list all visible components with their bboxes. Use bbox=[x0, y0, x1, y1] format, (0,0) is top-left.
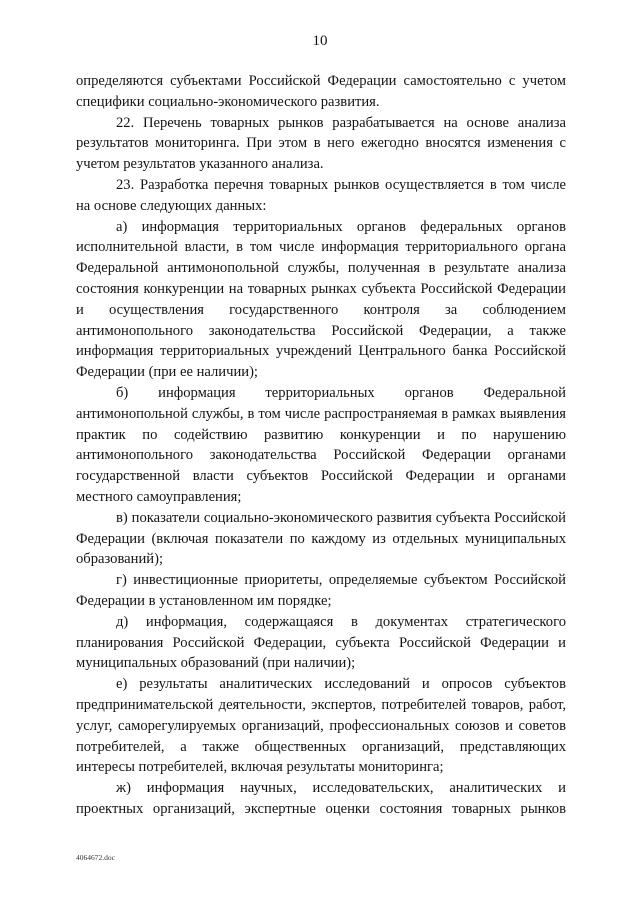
paragraph-23: 23. Разработка перечня товарных рынков осуществляется в том числе на основе следующих данных: bbox=[76, 176, 566, 214]
list-item-g: г) инвестиционные приоритеты, определяемые субъектом Российской Федерации в установленном им порядке; bbox=[76, 572, 566, 609]
list-item-a: а) информация территориальных органов федеральных органов исполнительной власти, в том числе информация территориального органа Федеральной антимонопольной службы, полученная в результате анализа состояния конкуренции на товарных рынках субъекта Российской Федерации и осуществления государственного контроля за соблюдением антимонопольного законодательства Российской Федерации, а также информация территориальных учреждений Центрального банка Российской Федерации (при ее наличии); bbox=[76, 218, 566, 381]
page-number: 10 bbox=[312, 33, 328, 49]
list-item-zh: ж) информация научных, исследовательских, аналитических и проектных организаций, экспертные оценки состояния товарных рынков bbox=[76, 780, 566, 817]
paragraph-continuation: определяются субъектами Российской Федерации самостоятельно с учетом специфики социально-экономического развития. bbox=[76, 73, 566, 110]
list-item-d: д) информация, содержащаяся в документах стратегического планирования Российской Федерации, субъекта Российской Федерации и муниципальных образований (при наличии); bbox=[76, 613, 566, 672]
list-item-v: в) показатели социально-экономического развития субъекта Российской Федерации (включая показатели по каждому из отдельных муниципальных образований); bbox=[76, 509, 566, 568]
list-item-e: е) результаты аналитических исследований и опросов субъектов предпринимательской деятельности, экспертов, потребителей товаров, работ, услуг, саморегулируемых организаций, профессиональных союзов и советов потребителей, а также общественных организаций, представляющих интересы потребителей, включая результаты мониторинга; bbox=[76, 676, 566, 776]
paragraph-22: 22. Перечень товарных рынков разрабатывается на основе анализа результатов мониторинга. При этом в него ежегодно вносятся изменения с учетом результатов указанного анализа. bbox=[76, 114, 566, 173]
list-item-b: б) информация территориальных органов Федеральной антимонопольной службы, в том числе распространяемая в рамках выявления практик по содействию развитию конкуренции и по нарушению антимонопольного законодательства Российской Федерации органами государственной власти субъектов Российской Федерации и органами местного самоуправления; bbox=[76, 384, 566, 505]
document-filename: 4064672.doc bbox=[76, 853, 115, 862]
document-body bbox=[76, 71, 566, 820]
